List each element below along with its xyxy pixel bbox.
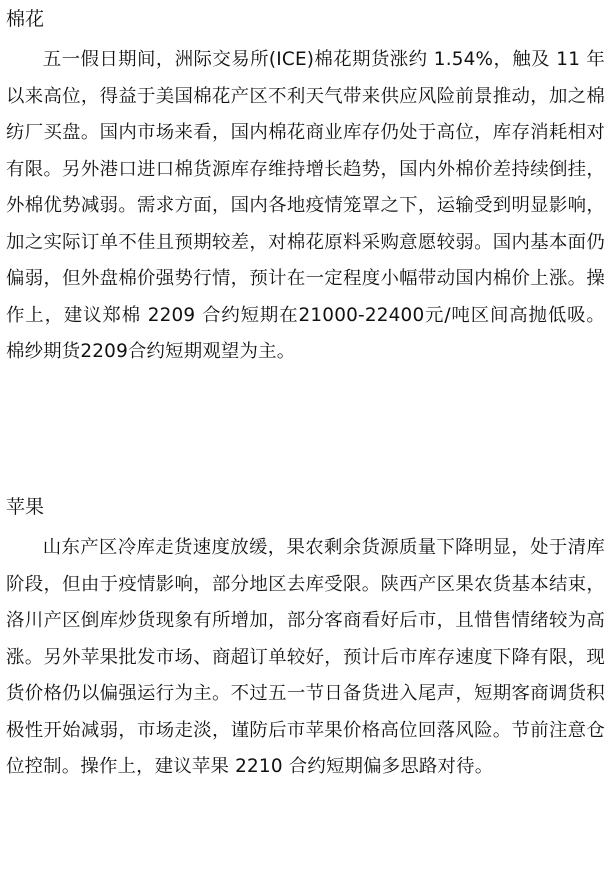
section-cotton bbox=[6, 2, 605, 371]
section-heading-apple: 苹果 bbox=[6, 496, 45, 518]
section-body-cotton: 五一假日期间，洲际交易所(ICE)棉花期货涨约 1.54%，触及 11 年以来高位，得益于美国棉花产区不利天气带来供应风险前景推动，加之棉纺厂买盘。国内市场来看，国内棉花商业库存仍处于高位，库存消耗相对有限。另外港口进口棉货源库存维持增长趋势，国内外棉价差持续倒挂，外棉优势减弱。需求方面，国内各地疫情笼罩之下，运输受到明显影响，加之实际订单不佳且预期较差，对棉花原料采购意愿较弱。国内基本面仍偏弱，但外盘棉价强势行情，预计在一定程度小幅带动国内棉价上涨。操作上，建议郑棉 2209 合约短期在21000-22400元/吨区间高抛低吸。棉纱期货2209合约短期观望为主。 bbox=[6, 49, 605, 362]
section-apple bbox=[6, 490, 605, 786]
section-heading-cotton: 棉花 bbox=[6, 8, 45, 30]
section-body-apple: 山东产区冷库走货速度放缓，果农剩余货源质量下降明显，处于清库阶段，但由于疫情影响，部分地区去库受限。陕西产区果农货基本结束，洛川产区倒库炒货现象有所增加，部分客商看好后市，且惜售情绪较为高涨。另外苹果批发市场、商超订单较好，预计后市库存速度下降有限，现货价格仍以偏强运行为主。不过五一节日备货进入尾声，短期客商调货积极性开始减弱，市场走淡，谨防后市苹果价格高位回落风险。节前注意仓位控制。操作上，建议苹果 2210 合约短期偏多思路对待。 bbox=[6, 537, 605, 777]
